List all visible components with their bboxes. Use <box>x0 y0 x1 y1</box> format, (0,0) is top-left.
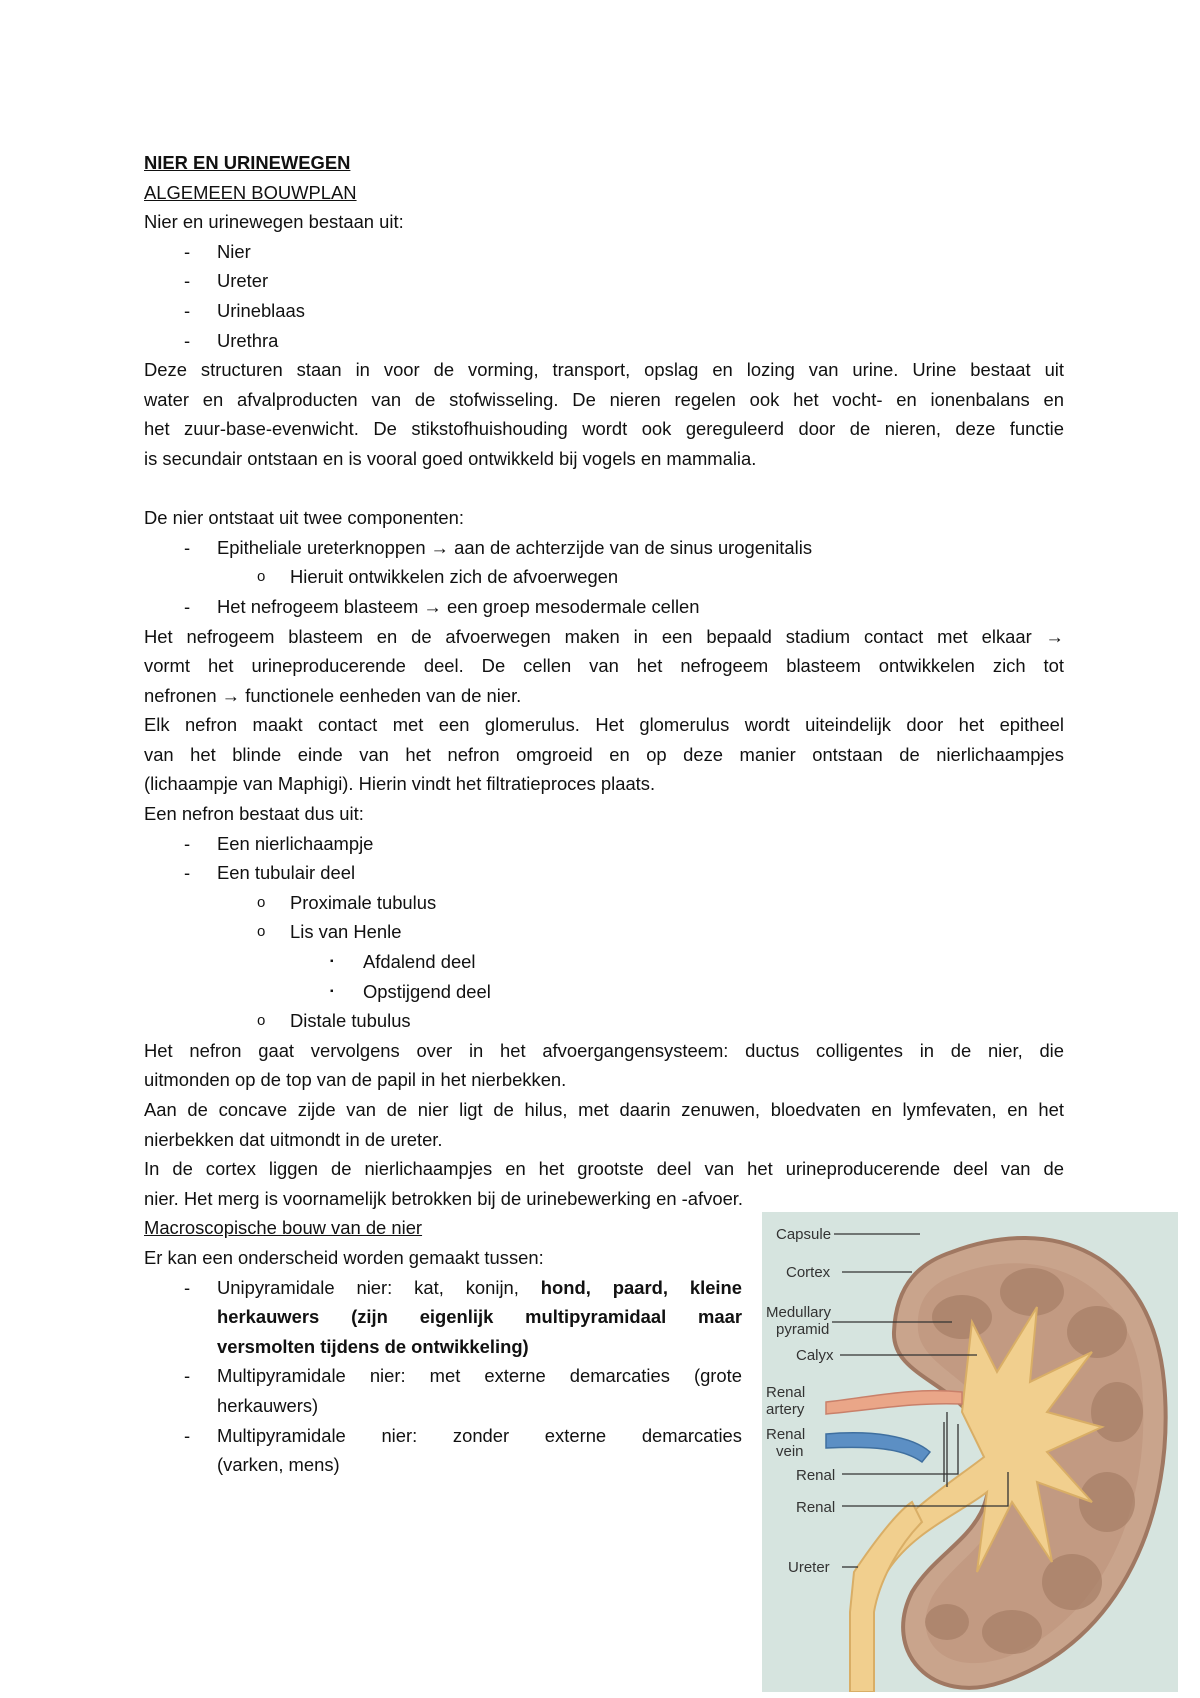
section-heading-macroscopisch: Macroscopische bouw van de nier <box>144 1217 423 1239</box>
list-item: o Proximale tubulus <box>144 888 1064 918</box>
list-item-continuation: (varken, mens) <box>217 1454 340 1476</box>
list-item: - Urethra <box>144 326 1064 356</box>
list-item: - Unipyramidale nier: kat, konijn, hond, paard, kleine <box>144 1273 742 1303</box>
paragraph-line: Deze structuren staan in voor de vorming, transport, opslag en lozing van urine. Urine bestaat uit <box>144 359 1064 381</box>
list-item: - Multipyramidale nier: zonder externe demarcaties <box>144 1421 742 1451</box>
circle-bullet: o <box>257 568 266 586</box>
list-item: o Lis van Henle <box>144 917 1064 947</box>
section-heading-algemeen: ALGEMEEN BOUWPLAN <box>144 181 357 203</box>
dash-bullet: - <box>184 329 191 351</box>
paragraph-line: is secundair ontstaan en is vooral goed ontwikkeld bij vogels en mammalia. <box>144 447 757 469</box>
list-item-continuation: herkauwers (zijn eigenlijk multipyramidaal maar <box>217 1306 742 1328</box>
renal-artery <box>826 1391 962 1414</box>
paragraph-line: water en afvalproducten van de stofwisseling. De nieren regelen ook het vocht- en ionenbalans en <box>144 388 1064 410</box>
list-item-continuation: versmolten tijdens de ontwikkeling) <box>217 1335 529 1357</box>
list-item: ▪ Opstijgend deel <box>144 977 1064 1007</box>
macro-intro: Er kan een onderscheid worden gemaakt tussen: <box>144 1246 544 1268</box>
label-capsule: Capsule <box>776 1226 832 1243</box>
kidney-diagram <box>762 1212 1178 1692</box>
dash-bullet: - <box>184 1276 191 1298</box>
dash-bullet: - <box>184 862 191 884</box>
dash-bullet: - <box>184 299 191 321</box>
dash-bullet: - <box>184 536 191 558</box>
paragraph-line: Elk nefron maakt contact met een glomerulus. Het glomerulus wordt uiteindelijk door het epitheel <box>144 714 1064 736</box>
dash-bullet: - <box>184 270 191 292</box>
label-renal-a: Renal <box>796 1467 836 1484</box>
list-item: - Nier <box>144 237 1064 267</box>
paragraph-line: vormt het urineproducerende deel. De cellen van het nefrogeem blasteem ontwikkelen zich tot <box>144 655 1064 677</box>
label-renal-artery-2: artery <box>766 1401 805 1418</box>
paragraph-line: Het nefrogeem blasteem en de afvoerwegen maken in een bepaald stadium contact met elkaar → <box>144 625 1064 647</box>
renal-vein <box>826 1433 930 1462</box>
list-item-continuation: herkauwers) <box>217 1394 319 1416</box>
paragraph-line: (lichaampje van Maphigi). Hierin vindt het filtratieproces plaats. <box>144 773 656 795</box>
dash-bullet: - <box>184 595 191 617</box>
paragraph-line: uitmonden op de top van de papil in het nierbekken. <box>144 1069 567 1091</box>
list-item: o Distale tubulus <box>144 1006 1064 1036</box>
dash-bullet: - <box>184 240 191 262</box>
list-item: - Het nefrogeem blasteem → een groep mesodermale cellen <box>144 592 1064 622</box>
dash-bullet: - <box>184 1365 191 1387</box>
dash-bullet: - <box>184 832 191 854</box>
dash-bullet: - <box>184 1424 191 1446</box>
label-calyx: Calyx <box>796 1347 834 1364</box>
list-item: o Hieruit ontwikkelen zich de afvoerwegen <box>144 562 1064 592</box>
kidney-illustration <box>762 1212 1178 1692</box>
paragraph-line: van het blinde einde van het nefron omgroeid en op deze manier ontstaan de nierlichaampjes <box>144 743 1064 765</box>
paragraph-line: Aan de concave zijde van de nier ligt de hilus, met daarin zenuwen, bloedvaten en lymfevaten, en het <box>144 1099 1064 1120</box>
label-renal-artery-1: Renal <box>766 1384 806 1401</box>
label-pyramid: pyramid <box>776 1321 830 1338</box>
components-intro: De nier ontstaat uit twee componenten: <box>144 507 464 529</box>
label-ureter: Ureter <box>788 1559 830 1576</box>
list-item: - Epitheliale ureterknoppen → aan de achterzijde van de sinus urogenitalis <box>144 533 1064 563</box>
intro-text: Nier en urinewegen bestaan uit: <box>144 211 404 233</box>
paragraph-line: nier. Het merg is voornamelijk betrokken bij de urinebewerking en -afvoer. <box>144 1187 744 1209</box>
list-item: - Een tubulair deel <box>144 858 1064 888</box>
paragraph-line: nierbekken dat uitmondt in de ureter. <box>144 1128 443 1150</box>
document-title: NIER EN URINEWEGEN <box>144 152 351 173</box>
list-item: - Urineblaas <box>144 296 1064 326</box>
paragraph-line: In de cortex liggen de nierlichaampjes en het grootste deel van het urineproducerende deel van de <box>144 1158 1064 1180</box>
circle-bullet: o <box>257 923 266 941</box>
circle-bullet: o <box>257 1012 266 1030</box>
macro-list <box>144 1273 742 1480</box>
paragraph-line: nefronen → functionele eenheden van de nier. <box>144 684 522 706</box>
label-renal-vein-2: vein <box>776 1443 804 1460</box>
paragraph-line: Het nefron gaat vervolgens over in het afvoergangensysteem: ductus colligentes in de nier, die <box>144 1039 1064 1061</box>
list-item: - Multipyramidale nier: met externe demarcaties (grote <box>144 1361 742 1391</box>
label-renal-b: Renal <box>796 1499 836 1516</box>
list-item: ▪ Afdalend deel <box>144 947 1064 977</box>
square-bullet: ▪ <box>330 985 334 997</box>
nefron-intro: Een nefron bestaat dus uit: <box>144 803 364 825</box>
square-bullet: ▪ <box>330 956 334 968</box>
label-renal-vein-1: Renal <box>766 1426 806 1443</box>
label-medullary: Medullary <box>766 1304 832 1321</box>
list-item: - Ureter <box>144 266 1064 296</box>
list-item: - Een nierlichaampje <box>144 829 1064 859</box>
label-cortex: Cortex <box>786 1264 831 1281</box>
paragraph-line: het zuur-base-evenwicht. De stikstofhuishouding wordt ook gereguleerd door de nieren, deze functie <box>144 418 1064 440</box>
circle-bullet: o <box>257 893 266 911</box>
